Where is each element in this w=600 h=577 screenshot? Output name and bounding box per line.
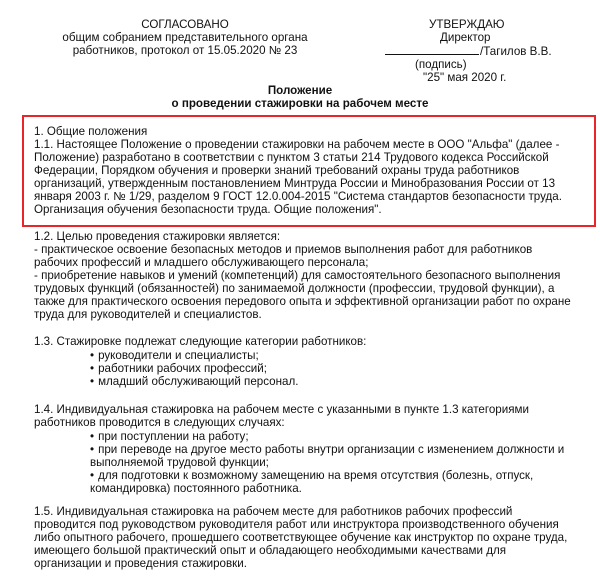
confirm-name: /Тагилов В.В. [480, 45, 552, 58]
approved-title: СОГЛАСОВАНО [141, 18, 229, 31]
title-line-1: Положение [267, 84, 333, 97]
signature-underline [385, 44, 479, 55]
p13-intro: 1.3. Стажировке подлежат следующие категории работников: [34, 335, 367, 348]
approved-line-1: общим собранием представительного органа [62, 31, 308, 44]
list-item: • руководители и специалисты; [90, 349, 298, 362]
paragraph-1-3 [34, 335, 366, 348]
approval-block [40, 18, 330, 57]
section-1-line: Федерации, Порядком обучения и проверки знаний требований охраны труда работников [34, 164, 520, 177]
section-1-line: января 2003 г. № 1/29, разделом 9 ГОСТ 12.0.004-2015 "Система стандартов безопасности труда. [34, 190, 562, 203]
list-item: • при переводе на другое место работы внутри организации с изменением должности и [90, 443, 564, 456]
document-title [0, 84, 600, 110]
p13-list [90, 349, 298, 388]
confirm-role: Директор [440, 31, 491, 44]
paragraph-1-2 [34, 230, 571, 321]
p15-line: проводится под руководством руководителя работ или инструктора производственного обучения [34, 518, 559, 531]
section-1-line: организаций, утвержденным постановлением Минтруда России и Минобразования России от 13 [34, 177, 556, 190]
p12-line: 1.2. Целью проведения стажировки является: [34, 230, 281, 243]
p15-line: организации и проведения стажировки. [34, 557, 247, 570]
section-1-line: Положение) разработано в соответствии с пунктом 3 статьи 214 Трудового кодекса Российской [34, 151, 549, 164]
title-line-2: о проведении стажировки на рабочем месте [171, 97, 429, 110]
confirm-signature-line [385, 44, 595, 58]
list-item: • при поступлении на работу; [90, 430, 564, 443]
p12-line: труда для руководителей и специалистов. [34, 308, 262, 321]
confirmation-block [405, 18, 595, 84]
p15-line: либо опытного рабочего, прошедшего соответствующее обучение как инструктор по охране труда, [34, 531, 568, 544]
p15-line: 1.5. Индивидуальная стажировка на рабочем месте для работников рабочих профессий [34, 505, 513, 518]
p12-line: рабочих профессий и младшего обслуживающего персонала; [34, 256, 369, 269]
section-1 [34, 125, 562, 216]
section-1-line: Организация обучения безопасности труда. Общие положения". [34, 203, 382, 216]
section-1-heading: 1. Общие положения [34, 125, 148, 138]
confirm-date: "25" мая 2020 г. [423, 71, 507, 84]
approved-line-2: работников, протокол от 15.05.2020 № 23 [72, 44, 298, 57]
p12-line: - практическое освоение безопасных методов и приемов выполнения работ для работников [34, 243, 533, 256]
p12-line: - приобретение навыков и умений (компетенций) для самостоятельного безопасного выполнения [34, 269, 561, 282]
confirm-sign-caption: (подпись) [415, 58, 467, 71]
p12-line: трудовых функций (обязанностей) по занимаемой должности (профессии, трудовой функции), а [34, 282, 555, 295]
section-1-line: 1.1. Настоящее Положение о проведении стажировки на рабочем месте в ООО "Альфа" (далее - [34, 138, 560, 151]
p14-intro: 1.4. Индивидуальная стажировка на рабочем месте с указанными в пункте 1.3 категориями [34, 403, 529, 416]
list-item-continuation: выполняемой трудовой функции; [90, 456, 269, 469]
list-item-continuation: командировка) постоянного работника. [90, 482, 302, 495]
p14-list [90, 430, 564, 495]
confirm-title: УТВЕРЖДАЮ [429, 18, 505, 31]
list-item: • для подготовки к возможному замещению на время отсутствия (болезнь, отпуск, [90, 469, 564, 482]
p14-intro: работников проводится в следующих случаях: [34, 416, 285, 429]
paragraph-1-5 [34, 505, 567, 570]
p15-line: имеющего большой практический опыт и обладающего необходимыми качествами для [34, 544, 507, 557]
p12-line: также для практического освоения передового опыта и эффективной организации работ по охране [34, 295, 571, 308]
paragraph-1-4 [34, 403, 529, 429]
list-item: • работники рабочих профессий; [90, 362, 298, 375]
list-item: • младший обслуживающий персонал. [90, 375, 298, 388]
